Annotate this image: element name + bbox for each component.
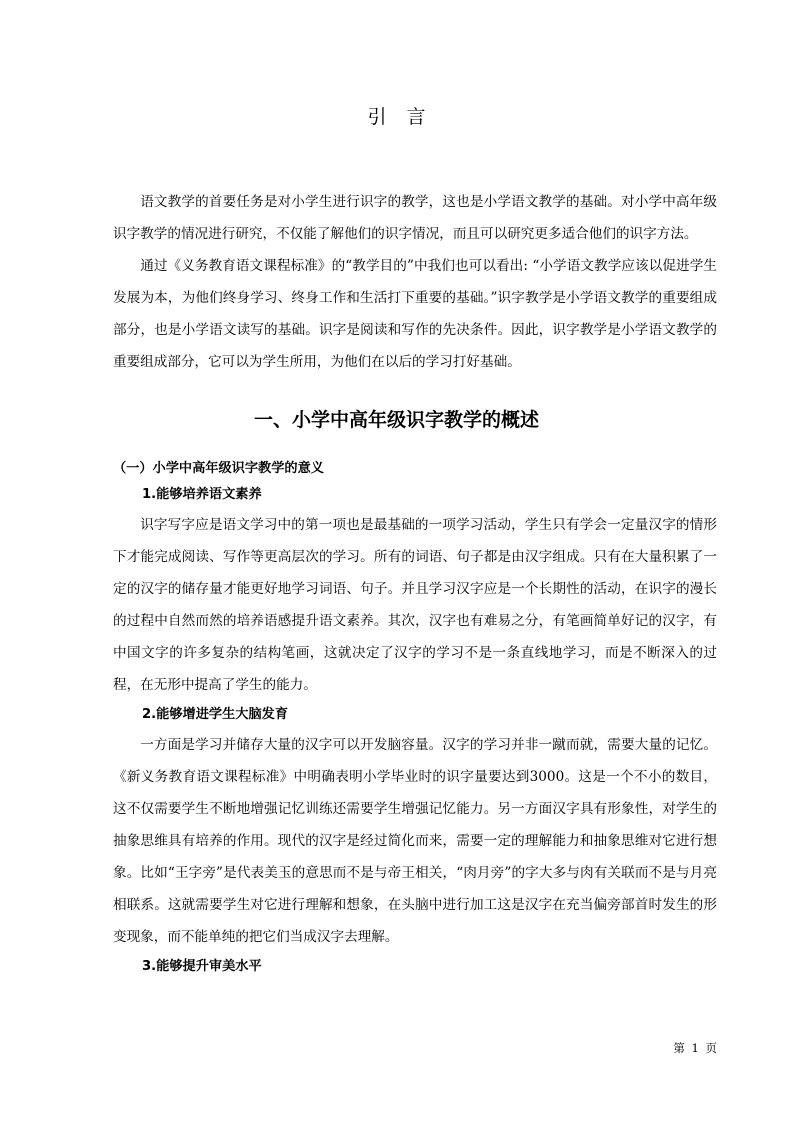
subsection-title-3: 3.能够提升审美水平 [142, 959, 262, 974]
section-title: （一）小学中高年级识字教学的意义 [113, 461, 324, 476]
intro-paragraph-1: 语文教学的首要任务是对小学生进行识字的教学，这也是小学语文教学的基础。对小学中高年级识字教学的情况进行研究，不仅能了解他们的识字情况，而且可以研究更多适合他们的识字方法。 [113, 194, 717, 242]
intro-title: 引言 [367, 106, 446, 128]
intro-body [113, 186, 717, 378]
subsection-body-1 [113, 509, 717, 701]
chapter-title: 一、小学中高年级识字教学的概述 [253, 409, 539, 431]
page-number: 第 1 页 [673, 1041, 717, 1055]
intro-paragraph-2: 通过《义务教育语文课程标准》的“教学目的”中我们也可以看出: “小学语文教学应该以促进学生发展为本，为他们终身学习、终身工作和生活打下重要的基础。”识字教学是小学语文教学的重要组成部分，也是小学语文读写的基础。识字是阅读和写作的先决条件。因此，识字教学是小学语文教学的重要组成部分，它可以为学生所用，为他们在以后的学习打好基础。 [113, 258, 717, 370]
subsection-paragraph-1: 识字写字应是语文学习中的第一项也是最基础的一项学习活动，学生只有学会一定量汉字的情形下才能完成阅读、写作等更高层次的学习。所有的词语、句子都是由汉字组成。只有在大量积累了一定的汉字的储存量才能更好地学习词语、句子。并且学习汉字应是一个长期性的活动，在识字的漫长的过程中自然而然的培养语感提升语文素养。其次，汉字也有难易之分，有笔画简单好记的汉字，有中国文字的许多复杂的结构笔画，这就决定了汉字的学习不是一条直线地学习，而是不断深入的过程，在无形中提高了学生的能力。 [113, 517, 717, 693]
subsection-title-1: 1.能够培养语文素养 [142, 487, 262, 502]
subsection-paragraph-2: 一方面是学习并储存大量的汉字可以开发脑容量。汉字的学习并非一蹴而就，需要大量的记忆。《新义务教育语文课程标准》中明确表明小学毕业时的识字量要达到3000。这是一个不小的数目，这不仅需要学生不断地增强记忆训练还需要学生增强记忆能力。另一方面汉字具有形象性，对学生的抽象思维具有培养的作用。现代的汉字是经过简化而来，需要一定的理解能力和抽象思维对它进行想象。比如“王字旁”是代表美玉的意思而不是与帝王相关，“肉月旁”的字大多与肉有关联而不是与月亮相联系。这就需要学生对它进行理解和想象，在头脑中进行加工这是汉字在充当偏旁部首时发生的形变现象，而不能单纯的把它们当成汉字去理解。 [113, 737, 717, 945]
subsection-title-2: 2.能够增进学生大脑发育 [142, 707, 289, 722]
subsection-body-2 [113, 729, 717, 953]
